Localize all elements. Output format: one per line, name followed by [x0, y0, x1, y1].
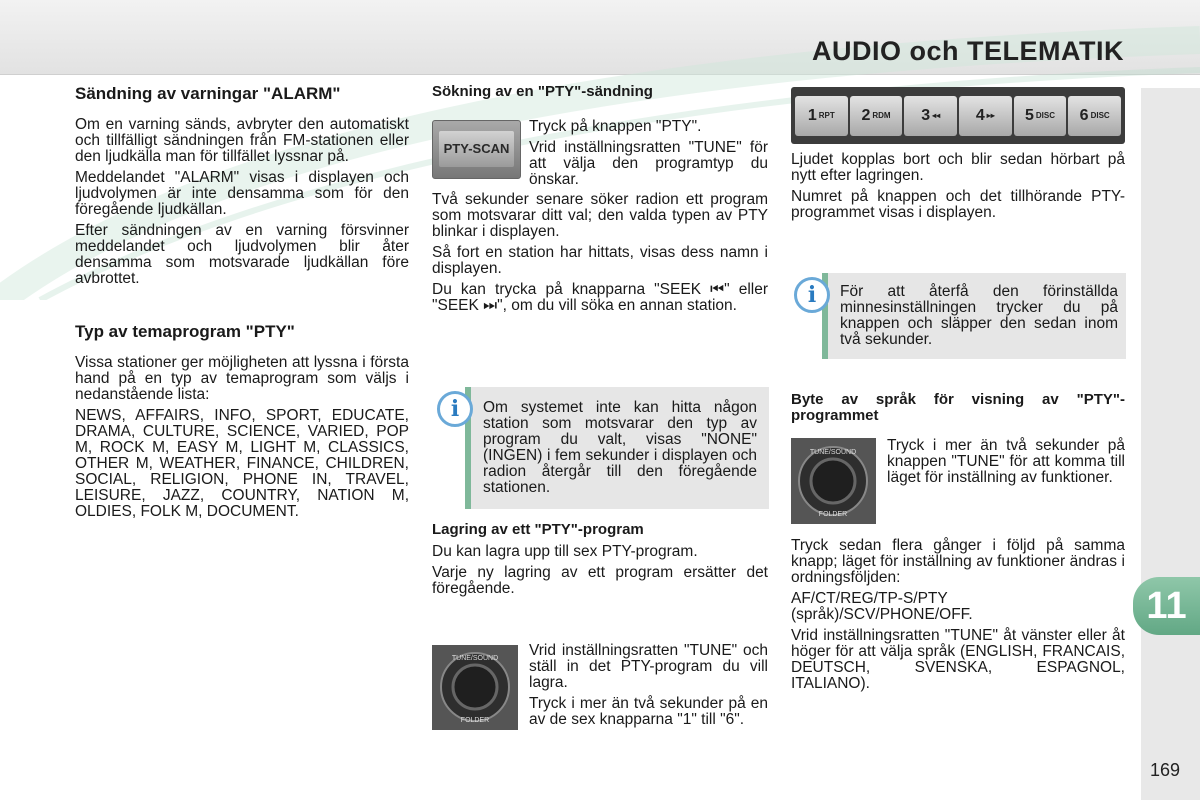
- page-title: AUDIO och TELEMATIK: [812, 36, 1124, 66]
- tune-knob-image-2: [791, 438, 876, 524]
- paragraph: Efter sändningen av en varning försvinner meddelandet och ljudvolymen blir åter densamma som motsvarade ljudkällan före avbrottet.: [75, 222, 409, 287]
- info-icon: i: [437, 391, 473, 427]
- preset-button-6: [1068, 96, 1121, 136]
- preset-tag: RDM: [872, 111, 891, 120]
- info-text: Om systemet inte kan hitta någon station som motsvarar den typ av program du valt, visas "NONE" (INGEN) i fem sekunder i displayen och radion återgår till den föregående stationen.: [483, 399, 757, 496]
- info-text: För att återfå den förinställda minnesinställningen trycker du på knappen och släpper den sedan inom två sekunder.: [840, 283, 1118, 348]
- section-heading-alarm: Sändning av varningar "ALARM": [75, 84, 341, 103]
- preset-number: 5: [1025, 106, 1034, 124]
- step-text: Vrid inställningsratten "TUNE" och ställ in det PTY-program du vill lagra.: [529, 642, 768, 691]
- paragraph: Meddelandet "ALARM" visas i displayen och ljudvolymen är inte densamma som för den föregående ljudkällan.: [75, 169, 409, 218]
- column-2-store-steps: [529, 643, 768, 733]
- preset-number: 3: [921, 106, 931, 124]
- column-2-top: [432, 84, 768, 120]
- preset-tag: ◂◂: [932, 111, 941, 120]
- column-3-body: [791, 152, 1125, 226]
- knob-top-label: TUNE/SOUND: [451, 655, 499, 662]
- paragraph: Numret på knappen och det tillhörande PTY-programmet visas i displayen.: [791, 188, 1125, 221]
- step-text: Tryck på knappen "PTY".: [529, 118, 702, 135]
- preset-button-4: [959, 96, 1012, 136]
- side-bar: [1141, 88, 1200, 800]
- preset-button-1: [795, 96, 848, 136]
- paragraph: Varje ny lagring av ett program ersätter det föregående.: [432, 564, 768, 597]
- info-box-restore: [807, 273, 1126, 359]
- preset-button-3: [904, 96, 957, 136]
- paragraph: Vissa stationer ger möjligheten att lyssna i första hand på en typ av temaprogram som väljs i nedanstående lista:: [75, 354, 409, 403]
- paragraph: Så fort en station har hittats, visas dess namn i displayen.: [432, 244, 768, 277]
- paragraph: Du kan trycka på knapparna "SEEK ⏮" eller "SEEK ⏭", om du vill söka en annan station.: [432, 281, 768, 314]
- preset-tag: RPT: [818, 111, 835, 120]
- chapter-tab[interactable]: 11: [1133, 577, 1200, 635]
- column-1: [75, 85, 409, 525]
- pty-scan-button-image: [432, 120, 521, 179]
- column-2-steps: [529, 119, 768, 193]
- preset-buttons-image: [791, 87, 1125, 144]
- knob-bottom-label: FOLDER: [818, 511, 848, 518]
- preset-number: 4: [975, 106, 985, 124]
- paragraph: Två sekunder senare söker radion ett program som motsvarar ditt val; den valda typen av PTY blinkar i displayen.: [432, 191, 768, 240]
- tune-knob-icon: [791, 438, 876, 524]
- paragraph: Om en varning sänds, avbryter den automatiskt och tillfälligt sändningen från FM-stationen eller den ljudkälla man för tillfället lyssnar på.: [75, 116, 409, 165]
- preset-number: 1: [807, 106, 817, 124]
- column-2-storage: [432, 522, 768, 602]
- column-3-step: [887, 438, 1125, 491]
- section-heading-search: Sökning av en "PTY"-sändning: [432, 83, 653, 100]
- page-number: 169: [1150, 760, 1181, 780]
- step-text: Tryck i mer än två sekunder på en av de sex knapparna "1" till "6".: [529, 695, 768, 728]
- pty-scan-label: PTY-SCAN: [439, 131, 514, 167]
- section-heading-pty: Typ av temaprogram "PTY": [75, 322, 295, 341]
- tune-knob-image: [432, 645, 518, 730]
- step-text: Vrid inställningsratten "TUNE" för att välja den programtyp du önskar.: [529, 139, 768, 188]
- paragraph: Ljudet kopplas bort och blir sedan hörbart på nytt efter lagringen.: [791, 151, 1125, 184]
- paragraph: Tryck sedan flera gånger i följd på samma knapp; läget för inställning av funktioner ändras i ordningsföljden:: [791, 537, 1125, 586]
- section-heading-language: Byte av språk för visning av "PTY"-programmet: [791, 391, 1125, 424]
- info-icon: i: [794, 277, 830, 313]
- section-heading-store: Lagring av ett "PTY"-program: [432, 521, 644, 538]
- tune-knob-icon: [432, 645, 518, 730]
- pty-list: NEWS, AFFAIRS, INFO, SPORT, EDUCATE, DRAMA, CULTURE, SCIENCE, VARIED, POP M, ROCK M, EASY M, LIGHT M, CLASSICS, OTHER M, WEATHER, FINANCE, CHILDREN, SOCIAL, RELIGION, PHONE IN, TRAVEL, LEISURE, JAZZ, COUNTRY, NATION M, OLDIES, FOLK M, DOCUMENT.: [75, 407, 409, 520]
- column-3-language: [791, 392, 1125, 429]
- info-box-no-station: [450, 387, 769, 509]
- preset-tag: DISC: [1035, 111, 1056, 120]
- preset-number: 6: [1079, 106, 1089, 124]
- preset-tag: DISC: [1090, 111, 1110, 120]
- knob-top-label: TUNE/SOUND: [809, 449, 857, 456]
- knob-bottom-label: FOLDER: [460, 717, 490, 724]
- preset-tag: ▸▸: [986, 111, 995, 120]
- paragraph: AF/CT/REG/TP-S/PTY (språk)/SCV/PHONE/OFF.: [791, 590, 973, 623]
- preset-number: 2: [861, 106, 871, 124]
- preset-button-5: [1014, 96, 1067, 136]
- preset-button-2: [850, 96, 903, 136]
- step-text: Tryck i mer än två sekunder på knappen "TUNE" för att komma till läget för inställning av funktioner.: [887, 437, 1125, 486]
- paragraph: Du kan lagra upp till sex PTY-program.: [432, 543, 698, 560]
- column-3-sequence: [791, 538, 1125, 697]
- column-2-body: [432, 192, 768, 319]
- paragraph: Vrid inställningsratten "TUNE" åt vänster eller åt höger för att välja språk (ENGLISH, FRANCAIS, DEUTSCH, SVENSKA, ESPAGNOL, ITALIANO).: [791, 627, 1125, 692]
